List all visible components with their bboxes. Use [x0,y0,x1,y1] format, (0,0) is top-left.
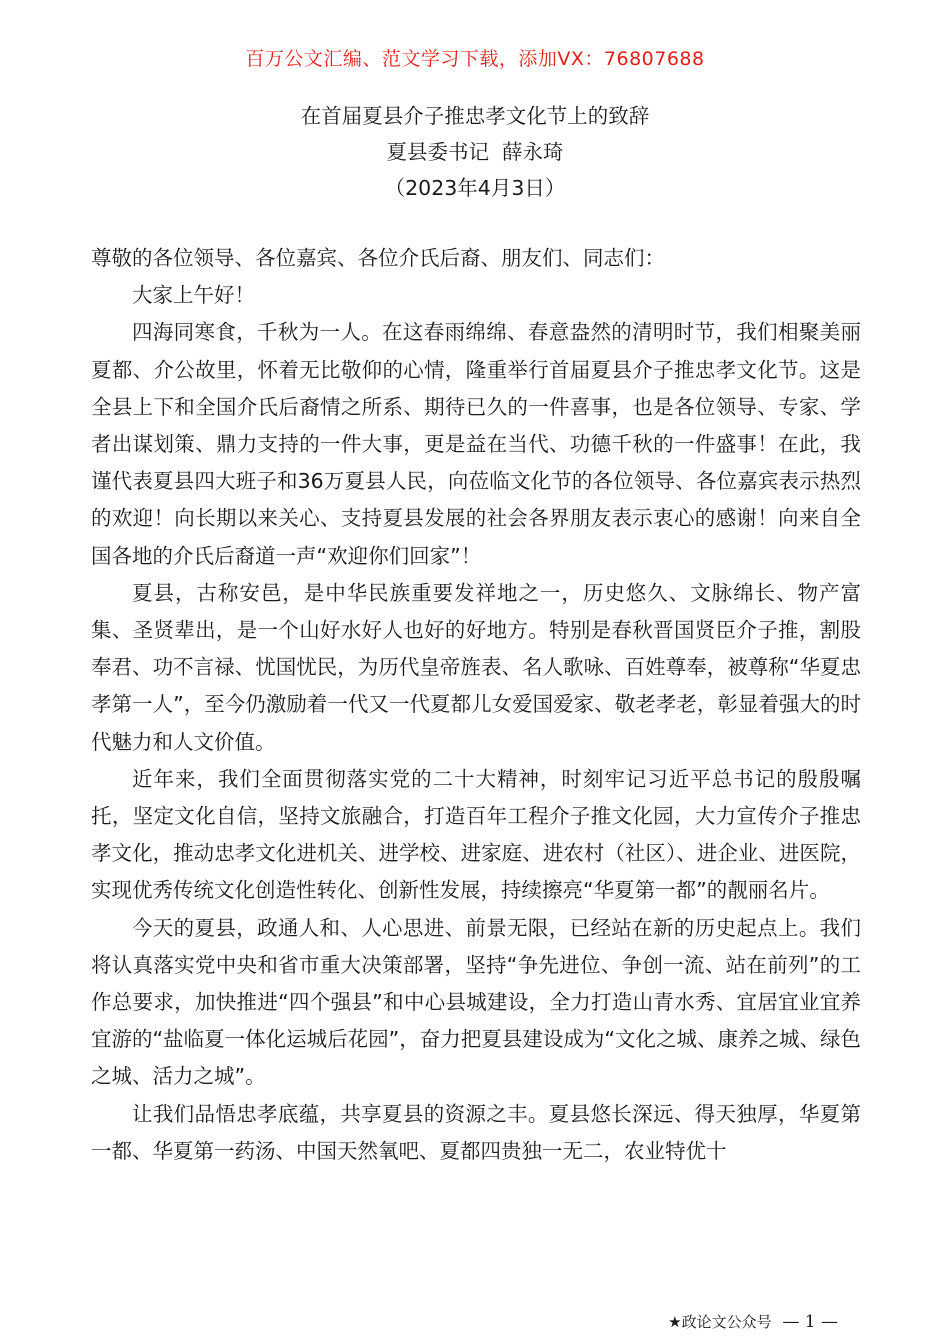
document-body [91,240,861,1170]
date-line: （2023年4月3日） [384,176,566,200]
document-header [0,98,950,206]
paragraph: 近年来，我们全面贯彻落实党的二十大精神，时刻牢记习近平总书记的殷殷嘱托，坚定文化自信，坚持文旅融合，打造百年工程介子推文化园，大力宣传介子推忠孝文化，推动忠孝文化进机关、进学校、进家庭、进农村（社区）、进企业、进医院，实现优秀传统文化创造性转化、创新性发展，持续擦亮“华夏第一都”的靓丽名片。 [91,766,861,903]
page-number: — 1 — [782,1312,838,1332]
salutation: 尊敬的各位领导、各位嘉宾、各位介氏后裔、朋友们、同志们： [91,246,665,270]
document-title: 在首届夏县介子推忠孝文化节上的致辞 [300,104,650,128]
paragraph: 大家上午好！ [132,283,255,308]
speaker-line: 夏县委书记 薛永琦 [386,140,564,164]
watermark-banner: 百万公文汇编、范文学习下载，添加VX：76807688 [245,48,705,70]
footer-source: ★政论文公众号 [668,1313,772,1331]
paragraph: 让我们品悟忠孝底蕴，共享夏县的资源之丰。夏县悠长深远、得天独厚，华夏第一都、华夏第一药汤、中国天然氧吧、夏都四贵独一无二，农业特优十 [91,1101,861,1163]
paragraph: 四海同寒食，千秋为一人。在这春雨绵绵、春意盎然的清明时节，我们相聚美丽夏都、介公故里，怀着无比敬仰的心情，隆重举行首届夏县介子推忠孝文化节。这是全县上下和全国介氏后裔情之所系、期待已久的一件喜事，也是各位领导、专家、学者出谋划策、鼎力支持的一件大事，更是益在当代、功德千秋的一件盛事！在此，我谨代表夏县四大班子和36万夏县人民，向莅临文化节的各位领导、各位嘉宾表示热烈的欢迎！向长期以来关心、支持夏县发展的社会各界朋友表示衷心的感谢！向来自全国各地的介氏后裔道一声“欢迎你们回家”！ [91,320,861,568]
page-footer [668,1311,838,1332]
paragraph: 夏县，古称安邑，是中华民族重要发祥地之一，历史悠久、文脉绵长、物产富集、圣贤辈出，是一个山好水好人也好的好地方。特别是春秋晋国贤臣介子推，割股奉君、功不言禄、忧国忧民，为历代皇帝旌表、名人歌咏、百姓尊奉，被尊称“华夏忠孝第一人”，至今仍激励着一代又一代夏都儿女爱国爱家、敬老孝老，彰显着强大的时代魅力和人文价值。 [91,580,861,754]
paragraph: 今天的夏县，政通人和、人心思进、前景无限，已经站在新的历史起点上。我们将认真落实党中央和省市重大决策部署，坚持“争先进位、争创一流、站在前列”的工作总要求，加快推进“四个强县”和中心县城建设，全力打造山青水秀、宜居宜业宜养宜游的“盐临夏一体化运城后花园”，奋力把夏县建设成为“文化之城、康养之城、绿色之城、活力之城”。 [91,915,861,1089]
